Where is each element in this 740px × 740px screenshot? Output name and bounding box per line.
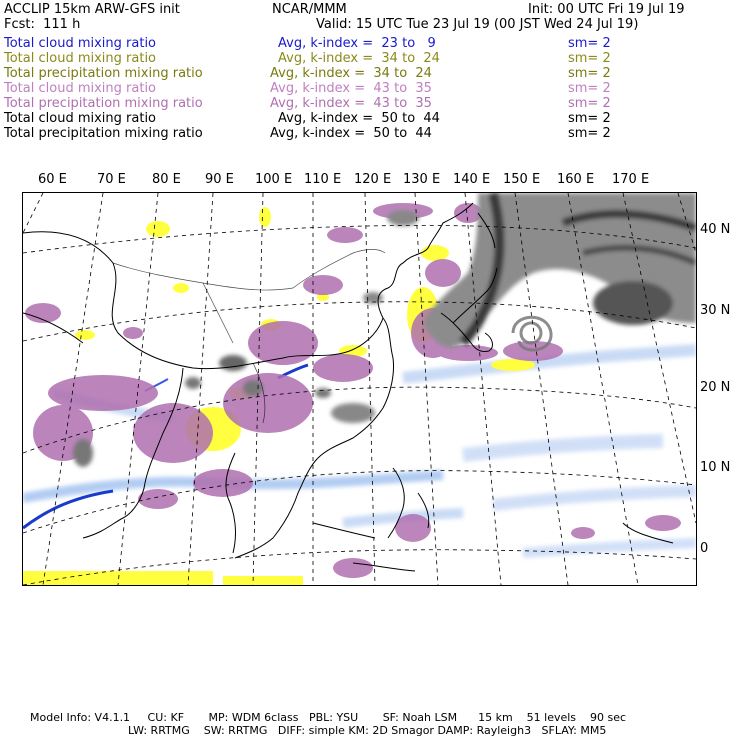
lon-label: 90 E — [205, 172, 234, 187]
legend-row-sm: sm= 2 — [568, 81, 611, 96]
legend-row-sm: sm= 2 — [568, 126, 611, 141]
map-canvas — [23, 193, 696, 585]
forecast-hour: Fcst: 111 h — [4, 17, 81, 32]
legend-row-name: Total precipitation mixing ratio — [4, 66, 203, 81]
forecast-map — [22, 192, 697, 586]
legend-row-sm: sm= 2 — [568, 66, 611, 81]
legend-row-avg: Avg, k-index = 50 to 44 — [270, 126, 432, 141]
lat-label: 10 N — [700, 460, 731, 475]
legend-row-avg: Avg, k-index = 34 to 24 — [270, 66, 432, 81]
model-info-line-2: LW: RRTMG SW: RRTMG DIFF: simple KM: 2D Smagor DAMP: Rayleigh3 SFLAY: MM5 — [128, 724, 607, 737]
init-time: Init: 00 UTC Fri 19 Jul 19 — [528, 2, 685, 17]
legend-row-name: Total cloud mixing ratio — [4, 51, 157, 66]
lon-label: 70 E — [97, 172, 126, 187]
lon-label: 130 E — [403, 172, 441, 187]
legend-row-sm: sm= 2 — [568, 36, 611, 51]
lon-label: 110 E — [304, 172, 342, 187]
legend-row-avg: Avg, k-index = 43 to 35 — [270, 81, 432, 96]
legend-row-name: Total cloud mixing ratio — [4, 111, 157, 126]
lon-label: 80 E — [152, 172, 181, 187]
lon-label: 120 E — [354, 172, 392, 187]
legend-row-avg: Avg, k-index = 34 to 24 — [278, 51, 440, 66]
model-title: ACCLIP 15km ARW-GFS init — [4, 2, 180, 17]
lon-label: 170 E — [612, 172, 650, 187]
legend-row-avg: Avg, k-index = 43 to 35 — [270, 96, 432, 111]
legend-row-name: Total cloud mixing ratio — [4, 81, 157, 96]
legend-row-name: Total precipitation mixing ratio — [4, 126, 203, 141]
legend-row-avg: Avg, k-index = 23 to 9 — [278, 36, 436, 51]
lat-label: 40 N — [700, 222, 731, 237]
legend-row-sm: sm= 2 — [568, 51, 611, 66]
model-info-line-1: Model Info: V4.1.1 CU: KF MP: WDM 6class PBL: YSU SF: Noah LSM 15 km 51 levels 90 sec — [30, 711, 627, 724]
legend-row-name: Total cloud mixing ratio — [4, 36, 157, 51]
legend-row-avg: Avg, k-index = 50 to 44 — [278, 111, 440, 126]
legend-row-sm: sm= 2 — [568, 111, 611, 126]
lat-label: 0 — [700, 541, 709, 556]
lat-label: 30 N — [700, 303, 731, 318]
lon-label: 140 E — [453, 172, 491, 187]
lon-label: 150 E — [503, 172, 541, 187]
valid-time: Valid: 15 UTC Tue 23 Jul 19 (00 JST Wed 24 Jul 19) — [316, 17, 639, 32]
lat-label: 20 N — [700, 380, 731, 395]
center-label: NCAR/MMM — [272, 2, 347, 17]
lon-label: 60 E — [38, 172, 67, 187]
lon-label: 100 E — [255, 172, 293, 187]
lon-label: 160 E — [557, 172, 595, 187]
legend-row-name: Total precipitation mixing ratio — [4, 96, 203, 111]
legend-row-sm: sm= 2 — [568, 96, 611, 111]
